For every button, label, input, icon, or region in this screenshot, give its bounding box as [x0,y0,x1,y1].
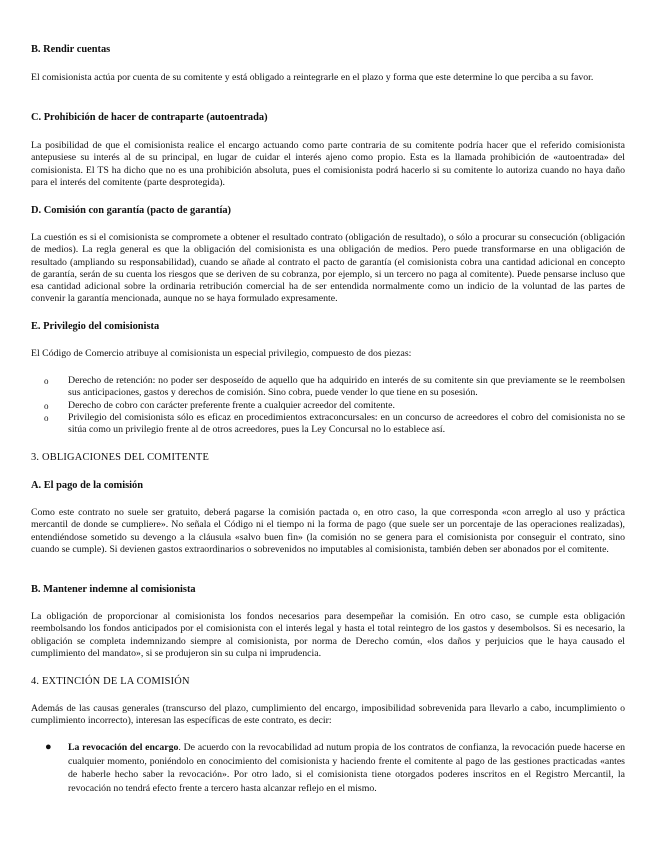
paragraph-rendir-cuentas: El comisionista actúa por cuenta de su comitente y está obligado a reintegrarle en el plazo y forma que este determine lo que perciba a su favor. [31,72,594,83]
paragraph-pago: Como este contrato no suele ser gratuito, deberá pagarse la comisión pactada o, en otro caso, la que corresponda «con arreglo al uso y práctica mercantil de donde se cumpliere». No señala el Código ni el tiempo ni la forma de pago (que suele ser un porcentaje de las operaciones realizadas), entendiéndose sometido su devengo a la cláusula «salvo buen fin» (la comisión no se genera para el comisionista por conseguir el contrato, sino cuando se cumple). Si devienen gastos extraordinarios o sobrevenidos no imputables al comisionista, también deben ser abonados por el comitente. [31,507,625,555]
circle-bullet-icon: o [44,400,49,411]
extincion-list [31,741,625,795]
paragraph-prohibicion: La posibilidad de que el comisionista realice el encargo actuando como parte contraria de su comitente podría hacer que el referido comisionista antepusiese su interés al de su principal, en lugar de cuidar el interés ajeno como propio. Esta es la llamada prohibición de «autoentrada» del comisionista. El TS ha dicho que no es una prohibición absoluta, pues el comisionista podrá hacerlo si su comitente lo autoriza cuando no haya daño para el interés del comitente (parte desprotegida). [31,140,625,188]
privilege-list [31,375,625,436]
paragraph-extincion: Además de las causas generales (transcurso del plazo, cumplimiento del encargo, imposibilidad sobrevenida para llevarlo a cabo, incumplimiento o cumplimiento incorrecto), interesan las específicas de este contrato, es decir: [31,703,625,727]
list-item [31,741,625,795]
heading-c-prohibicion: C. Prohibición de hacer de contraparte (autoentrada) [31,112,268,123]
list-item: o Derecho de retención: no poder ser desposeído de aquello que ha adquirido en interés de su comitente sin que previamente se le reembolsen sus anticipaciones, gastos y derechos de comisión. Sino cobra, puede vender lo que tiene en su posesión. [44,375,625,399]
list-item-text: . De acuerdo con la revocabilidad ad nutum propia de los contratos de confianza, la revocación puede hacerse en cualquier momento, poniéndolo en conocimiento del comisionista y haciendo frente el comitente al pago de las gestiones practicadas «antes de haberle hecho saber la revocación». Por otro lado, si el comisionista tiene otorgados poderes inscritos en el Registro Mercantil, la revocación no tendrá efecto frente a tercero hasta alcanzar reflejo en el mismo. [68,742,625,794]
heading-b-mantener: B. Mantener indemne al comisionista [31,584,196,595]
paragraph-mantener: La obligación de proporcionar al comisionista los fondos necesarios para desempeñar la comisión. En otro caso, se cumple esta obligación reembolsando los fondos anticipados por el comisionista con el interés legal y hasta el total reintegro de los gastos y desembolsos. Si es necesario, la obligación se completa indemnizando siempre al comisionista, por norma de Derecho común, «los daños y perjuicios que le haya causado el cumplimiento del mandato», si se produjeron sin su culpa ni imprudencia. [31,611,625,659]
disc-bullet-icon: ● [45,741,52,753]
list-item: o Derecho de cobro con carácter preferente frente a cualquier acreedor del comitente. [44,399,395,411]
heading-b-rendir-cuentas: B. Rendir cuentas [31,44,111,55]
heading-extincion: 4. EXTINCIÓN DE LA COMISIÓN [31,676,190,687]
circle-bullet-icon: o [44,376,49,386]
heading-a-pago: A. El pago de la comisión [31,480,143,491]
paragraph-garantia: La cuestión es si el comisionista se compromete a obtener el resultado contrato (obligación de resultado), o sólo a procurar su consecución (obligación de medios). La regla general es que la obligación del comisionista es una obligación de medios. Pero puede transformarse en una obligación de resultado (ampliando su responsabilidad), cuando se añade al contrato el pacto de garantía (el comisionista cobra una cantidad adicional en concepto de garantía, serán de su cuenta los riesgos que se deriven de su cobranza, por ejemplo, si un tercero no paga al comitente). Puede pensarse incluso que esa cantidad adicional sobre la ordinaria retribución comercial ha de ser entendida normalmente como un indicio de la voluntad de las partes de convenir la garantía mencionada, aunque no se haya formulado expresamente. [31,232,625,305]
paragraph-privilegio: El Código de Comercio atribuye al comisionista un especial privilegio, compuesto de dos piezas: [31,348,412,359]
heading-d-garantia: D. Comisión con garantía (pacto de garantía) [31,205,232,216]
heading-obligaciones-comitente: 3. OBLIGACIONES DEL COMITENTE [31,452,209,463]
list-item-lead: La revocación del encargo [68,742,179,753]
list-item: o Privilegio del comisionista sólo es eficaz en procedimientos extraconcursales: en un concurso de acreedores el cobro del comisionista no se sitúa como un privilegio frente al de otros acreedores, pues la Ley Concursal no lo establece así. [44,411,625,436]
circle-bullet-icon: o [44,412,49,423]
heading-e-privilegio: E. Privilegio del comisionista [31,321,160,332]
